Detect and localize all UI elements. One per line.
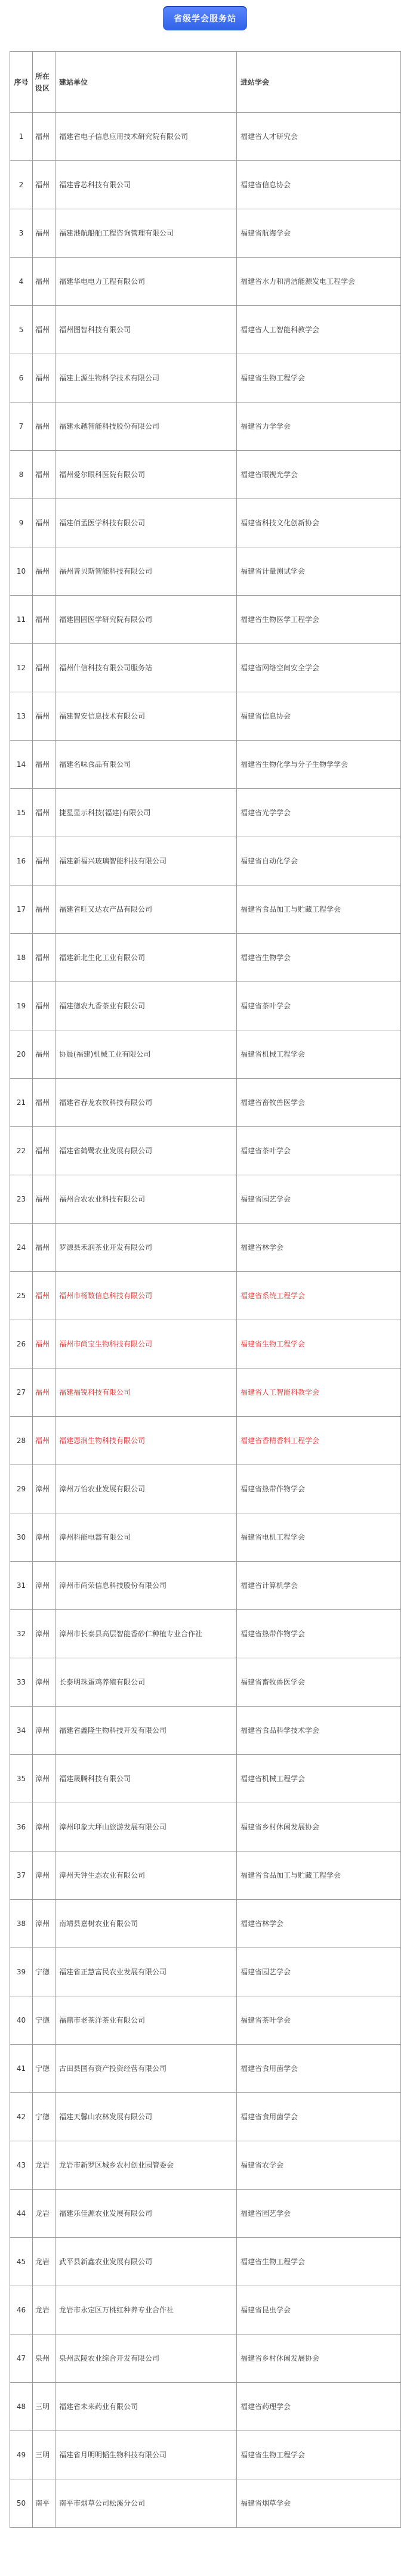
row-number: 30 (10, 1513, 33, 1562)
row-number: 46 (10, 2286, 33, 2334)
row-society: 福建省乡村休闲发展协会 (237, 2334, 401, 2383)
row-number: 45 (10, 2238, 33, 2286)
row-area: 漳州 (33, 1513, 56, 1562)
row-area: 福州 (33, 934, 56, 982)
row-unit: 福州市杨数信息科技有限公司 (56, 1272, 237, 1320)
row-unit: 福建福锐科技有限公司 (56, 1368, 237, 1417)
table-row (10, 1272, 401, 1320)
row-society: 福建省香精香料工程学会 (237, 1417, 401, 1465)
row-society: 福建省林学会 (237, 1900, 401, 1948)
row-unit: 福建省正慧富民农业发展有限公司 (56, 1948, 237, 1996)
table-row (10, 1224, 401, 1272)
row-society: 福建省航海学会 (237, 209, 401, 258)
row-unit: 南靖县嘉树农业有限公司 (56, 1900, 237, 1948)
row-society: 福建省人工智能科教学会 (237, 306, 401, 354)
row-society: 福建省农学会 (237, 2141, 401, 2190)
row-unit: 漳州市尚荣信息科技股份有限公司 (56, 1562, 237, 1610)
row-unit: 泉州武陵农业综合开发有限公司 (56, 2334, 237, 2383)
row-area: 福州 (33, 1272, 56, 1320)
row-unit: 福建省电子信息应用技术研究院有限公司 (56, 113, 237, 161)
row-area: 龙岩 (33, 2286, 56, 2334)
table-row (10, 258, 401, 306)
table-row (10, 306, 401, 354)
row-number: 20 (10, 1030, 33, 1079)
table-row (10, 692, 401, 741)
table-row (10, 2479, 401, 2528)
row-number: 1 (10, 113, 33, 161)
row-area: 漳州 (33, 1658, 56, 1707)
row-unit: 福建名味食品有限公司 (56, 741, 237, 789)
row-number: 11 (10, 596, 33, 644)
table-row (10, 2190, 401, 2238)
row-unit: 福建恩润生物科技有限公司 (56, 1417, 237, 1465)
row-number: 10 (10, 547, 33, 596)
row-society: 福建省畜牧兽医学会 (237, 1658, 401, 1707)
header-area: 所在设区 (33, 52, 56, 113)
table-row (10, 1658, 401, 1707)
row-society: 福建省热带作物学会 (237, 1610, 401, 1658)
header-no: 序号 (10, 52, 33, 113)
row-unit: 福鼎市老茶洋茶业有限公司 (56, 1996, 237, 2045)
table-row (10, 1755, 401, 1803)
row-society: 福建省力学学会 (237, 402, 401, 451)
row-number: 37 (10, 1852, 33, 1900)
table-row (10, 1368, 401, 1417)
row-number: 9 (10, 499, 33, 547)
row-society: 福建省烟草学会 (237, 2479, 401, 2528)
row-unit: 福州爱尔眼科医院有限公司 (56, 451, 237, 499)
row-unit: 漳州万怡农业发展有限公司 (56, 1465, 237, 1513)
row-area: 宁德 (33, 1996, 56, 2045)
row-unit: 福建智安信息技术有限公司 (56, 692, 237, 741)
row-society: 福建省食品加工与贮藏工程学会 (237, 1852, 401, 1900)
table-row (10, 1562, 401, 1610)
row-society: 福建省计算机学会 (237, 1562, 401, 1610)
row-society: 福建省信息协会 (237, 692, 401, 741)
table-row (10, 1803, 401, 1852)
row-number: 21 (10, 1079, 33, 1127)
row-number: 26 (10, 1320, 33, 1368)
row-area: 福州 (33, 1079, 56, 1127)
row-unit: 龙岩市新罗区城乡农村创业园管委会 (56, 2141, 237, 2190)
row-unit: 福州市尚宝生物科技有限公司 (56, 1320, 237, 1368)
row-number: 50 (10, 2479, 33, 2528)
row-society: 福建省机械工程学会 (237, 1030, 401, 1079)
row-number: 36 (10, 1803, 33, 1852)
table-row (10, 1030, 401, 1079)
row-unit: 福建新北生化工业有限公司 (56, 934, 237, 982)
row-society: 福建省生物工程学会 (237, 2238, 401, 2286)
row-number: 42 (10, 2093, 33, 2141)
row-area: 福州 (33, 886, 56, 934)
row-area: 福州 (33, 209, 56, 258)
row-number: 17 (10, 886, 33, 934)
row-number: 2 (10, 161, 33, 209)
row-area: 福州 (33, 258, 56, 306)
row-area: 福州 (33, 1127, 56, 1175)
row-number: 6 (10, 354, 33, 402)
row-area: 福州 (33, 644, 56, 692)
row-number: 24 (10, 1224, 33, 1272)
row-society: 福建省茶叶学会 (237, 982, 401, 1030)
row-number: 29 (10, 1465, 33, 1513)
row-area: 福州 (33, 741, 56, 789)
row-number: 32 (10, 1610, 33, 1658)
table-row (10, 2334, 401, 2383)
row-society: 福建省系统工程学会 (237, 1272, 401, 1320)
row-number: 48 (10, 2383, 33, 2431)
table-row (10, 1320, 401, 1368)
row-number: 14 (10, 741, 33, 789)
row-area: 福州 (33, 161, 56, 209)
row-unit: 福州合农农业科技有限公司 (56, 1175, 237, 1224)
row-society: 福建省计量测试学会 (237, 547, 401, 596)
row-society: 福建省生物化学与分子生物学学会 (237, 741, 401, 789)
table-row (10, 2093, 401, 2141)
table-body (10, 113, 401, 2528)
row-number: 19 (10, 982, 33, 1030)
row-number: 40 (10, 1996, 33, 2045)
service-station-table (10, 51, 401, 2528)
row-society: 福建省人工智能科教学会 (237, 1368, 401, 1417)
row-society: 福建省昆虫学会 (237, 2286, 401, 2334)
row-society: 福建省光学学会 (237, 789, 401, 837)
table-row (10, 934, 401, 982)
row-number: 33 (10, 1658, 33, 1707)
table-row (10, 499, 401, 547)
row-unit: 福建睿芯科技有限公司 (56, 161, 237, 209)
table-row (10, 1707, 401, 1755)
row-number: 12 (10, 644, 33, 692)
banner-title: 省级学会服务站 (174, 14, 236, 24)
table-row (10, 1996, 401, 2045)
table-row (10, 644, 401, 692)
row-unit: 罗源县禾润茶业开发有限公司 (56, 1224, 237, 1272)
row-number: 43 (10, 2141, 33, 2190)
row-area: 福州 (33, 451, 56, 499)
row-area: 漳州 (33, 1465, 56, 1513)
row-number: 3 (10, 209, 33, 258)
row-area: 宁德 (33, 1948, 56, 1996)
table-row (10, 1610, 401, 1658)
row-area: 福州 (33, 402, 56, 451)
table-row (10, 2383, 401, 2431)
row-number: 41 (10, 2045, 33, 2093)
row-unit: 漳州市长泰县高层智能香砂仁种植专业合作社 (56, 1610, 237, 1658)
row-society: 福建省畜牧兽医学会 (237, 1079, 401, 1127)
row-society: 福建省科技文化创新协会 (237, 499, 401, 547)
row-unit: 古田县国有资产投资经营有限公司 (56, 2045, 237, 2093)
table-row (10, 1900, 401, 1948)
row-area: 福州 (33, 789, 56, 837)
table-row (10, 1465, 401, 1513)
row-number: 13 (10, 692, 33, 741)
row-society: 福建省食品加工与贮藏工程学会 (237, 886, 401, 934)
row-number: 47 (10, 2334, 33, 2383)
row-unit: 南平市烟草公司松溪分公司 (56, 2479, 237, 2528)
row-area: 三明 (33, 2383, 56, 2431)
row-unit: 福建上源生物科学技术有限公司 (56, 354, 237, 402)
row-number: 18 (10, 934, 33, 982)
row-society: 福建省园艺学会 (237, 1948, 401, 1996)
row-unit: 福州普贝斯智能科技有限公司 (56, 547, 237, 596)
row-area: 福州 (33, 499, 56, 547)
table-row (10, 113, 401, 161)
row-number: 8 (10, 451, 33, 499)
row-area: 福州 (33, 1175, 56, 1224)
row-number: 22 (10, 1127, 33, 1175)
row-area: 福州 (33, 113, 56, 161)
row-unit: 漳州印象大坪山旅游发展有限公司 (56, 1803, 237, 1852)
row-area: 漳州 (33, 1900, 56, 1948)
row-unit: 武平县新鑫农业发展有限公司 (56, 2238, 237, 2286)
row-area: 福州 (33, 547, 56, 596)
section-banner (163, 6, 247, 30)
row-number: 23 (10, 1175, 33, 1224)
row-society: 福建省食用菌学会 (237, 2045, 401, 2093)
row-area: 宁德 (33, 2093, 56, 2141)
row-unit: 福建乐佳源农业发展有限公司 (56, 2190, 237, 2238)
row-area: 漳州 (33, 1803, 56, 1852)
row-unit: 福建新福兴玻璃智能科技有限公司 (56, 837, 237, 886)
row-unit: 福建省未来药业有限公司 (56, 2383, 237, 2431)
row-area: 福州 (33, 596, 56, 644)
row-area: 漳州 (33, 1562, 56, 1610)
table-row (10, 837, 401, 886)
row-number: 34 (10, 1707, 33, 1755)
table-row (10, 161, 401, 209)
row-area: 宁德 (33, 2045, 56, 2093)
row-unit: 福建华电电力工程有限公司 (56, 258, 237, 306)
row-society: 福建省人才研究会 (237, 113, 401, 161)
row-area: 福州 (33, 982, 56, 1030)
table-row (10, 547, 401, 596)
table-row (10, 741, 401, 789)
row-society: 福建省热带作物学会 (237, 1465, 401, 1513)
row-area: 漳州 (33, 1755, 56, 1803)
row-society: 福建省生物工程学会 (237, 2431, 401, 2479)
header-society: 进站学会 (237, 52, 401, 113)
row-number: 38 (10, 1900, 33, 1948)
row-unit: 福建省旺又达农产品有限公司 (56, 886, 237, 934)
row-society: 福建省茶叶学会 (237, 1127, 401, 1175)
row-number: 44 (10, 2190, 33, 2238)
row-unit: 福建港航船舶工程咨询管理有限公司 (56, 209, 237, 258)
row-area: 福州 (33, 1030, 56, 1079)
table-row (10, 1852, 401, 1900)
row-unit: 福建省鹤鹭农业发展有限公司 (56, 1127, 237, 1175)
row-number: 5 (10, 306, 33, 354)
row-number: 7 (10, 402, 33, 451)
row-number: 39 (10, 1948, 33, 1996)
row-society: 福建省园艺学会 (237, 2190, 401, 2238)
table-row (10, 451, 401, 499)
table-row (10, 2238, 401, 2286)
row-society: 福建省食用菌学会 (237, 2093, 401, 2141)
row-unit: 漳州天钟生态农业有限公司 (56, 1852, 237, 1900)
row-unit: 福建省月明明韬生物科技有限公司 (56, 2431, 237, 2479)
row-unit: 福建晟腾科技有限公司 (56, 1755, 237, 1803)
row-area: 福州 (33, 354, 56, 402)
row-area: 南平 (33, 2479, 56, 2528)
row-number: 49 (10, 2431, 33, 2479)
row-unit: 福建天馨山农林发展有限公司 (56, 2093, 237, 2141)
table-row (10, 354, 401, 402)
row-unit: 福建佰孟医学科技有限公司 (56, 499, 237, 547)
row-society: 福建省电机工程学会 (237, 1513, 401, 1562)
row-area: 福州 (33, 1368, 56, 1417)
row-area: 泉州 (33, 2334, 56, 2383)
row-unit: 长泰明珠蛋鸡养殖有限公司 (56, 1658, 237, 1707)
row-society: 福建省园艺学会 (237, 1175, 401, 1224)
row-number: 15 (10, 789, 33, 837)
row-society: 福建省药理学会 (237, 2383, 401, 2431)
row-area: 三明 (33, 2431, 56, 2479)
row-society: 福建省食品科学技术学会 (237, 1707, 401, 1755)
row-area: 龙岩 (33, 2190, 56, 2238)
table-row (10, 2141, 401, 2190)
row-number: 27 (10, 1368, 33, 1417)
row-area: 漳州 (33, 1707, 56, 1755)
row-society: 福建省水力和清洁能源发电工程学会 (237, 258, 401, 306)
row-society: 福建省眼视光学会 (237, 451, 401, 499)
row-number: 25 (10, 1272, 33, 1320)
table-row (10, 789, 401, 837)
row-unit: 福建省鑫隆生物科技开发有限公司 (56, 1707, 237, 1755)
header-unit: 建站单位 (56, 52, 237, 113)
row-society: 福建省网络空间安全学会 (237, 644, 401, 692)
table-row (10, 2286, 401, 2334)
table-row (10, 1127, 401, 1175)
row-area: 福州 (33, 1417, 56, 1465)
table-row (10, 2431, 401, 2479)
table-row (10, 1948, 401, 1996)
row-area: 福州 (33, 837, 56, 886)
row-unit: 漳州科能电器有限公司 (56, 1513, 237, 1562)
row-society: 福建省生物工程学会 (237, 1320, 401, 1368)
table-row (10, 1079, 401, 1127)
row-number: 35 (10, 1755, 33, 1803)
row-area: 龙岩 (33, 2238, 56, 2286)
row-society: 福建省信息协会 (237, 161, 401, 209)
row-society: 福建省生物工程学会 (237, 354, 401, 402)
row-unit: 协晨(福建)机械工业有限公司 (56, 1030, 237, 1079)
row-society: 福建省生物学会 (237, 934, 401, 982)
table-row (10, 1175, 401, 1224)
row-unit: 福州什信科技有限公司服务站 (56, 644, 237, 692)
table-row (10, 209, 401, 258)
row-number: 31 (10, 1562, 33, 1610)
row-area: 福州 (33, 306, 56, 354)
row-society: 福建省自动化学会 (237, 837, 401, 886)
row-area: 龙岩 (33, 2141, 56, 2190)
row-unit: 福建固固医学研究院有限公司 (56, 596, 237, 644)
row-society: 福建省林学会 (237, 1224, 401, 1272)
row-unit: 福建德农九香茶业有限公司 (56, 982, 237, 1030)
row-unit: 龙岩市永定区万桃红种养专业合作社 (56, 2286, 237, 2334)
row-area: 福州 (33, 1320, 56, 1368)
row-area: 福州 (33, 1224, 56, 1272)
table-header-row (10, 52, 401, 113)
row-society: 福建省茶叶学会 (237, 1996, 401, 2045)
table-row (10, 1417, 401, 1465)
row-unit: 福建永越智能科技股份有限公司 (56, 402, 237, 451)
row-society: 福建省生物医学工程学会 (237, 596, 401, 644)
row-area: 福州 (33, 692, 56, 741)
row-number: 28 (10, 1417, 33, 1465)
row-society: 福建省机械工程学会 (237, 1755, 401, 1803)
table-row (10, 982, 401, 1030)
table-row (10, 886, 401, 934)
row-number: 16 (10, 837, 33, 886)
row-area: 漳州 (33, 1610, 56, 1658)
row-area: 漳州 (33, 1852, 56, 1900)
row-unit: 福州图智科技有限公司 (56, 306, 237, 354)
row-society: 福建省乡村休闲发展协会 (237, 1803, 401, 1852)
table-row (10, 596, 401, 644)
row-unit: 福建省春龙农牧科技有限公司 (56, 1079, 237, 1127)
row-number: 4 (10, 258, 33, 306)
row-unit: 捷星显示科技(福建)有限公司 (56, 789, 237, 837)
table-row (10, 1513, 401, 1562)
table-row (10, 402, 401, 451)
table-row (10, 2045, 401, 2093)
